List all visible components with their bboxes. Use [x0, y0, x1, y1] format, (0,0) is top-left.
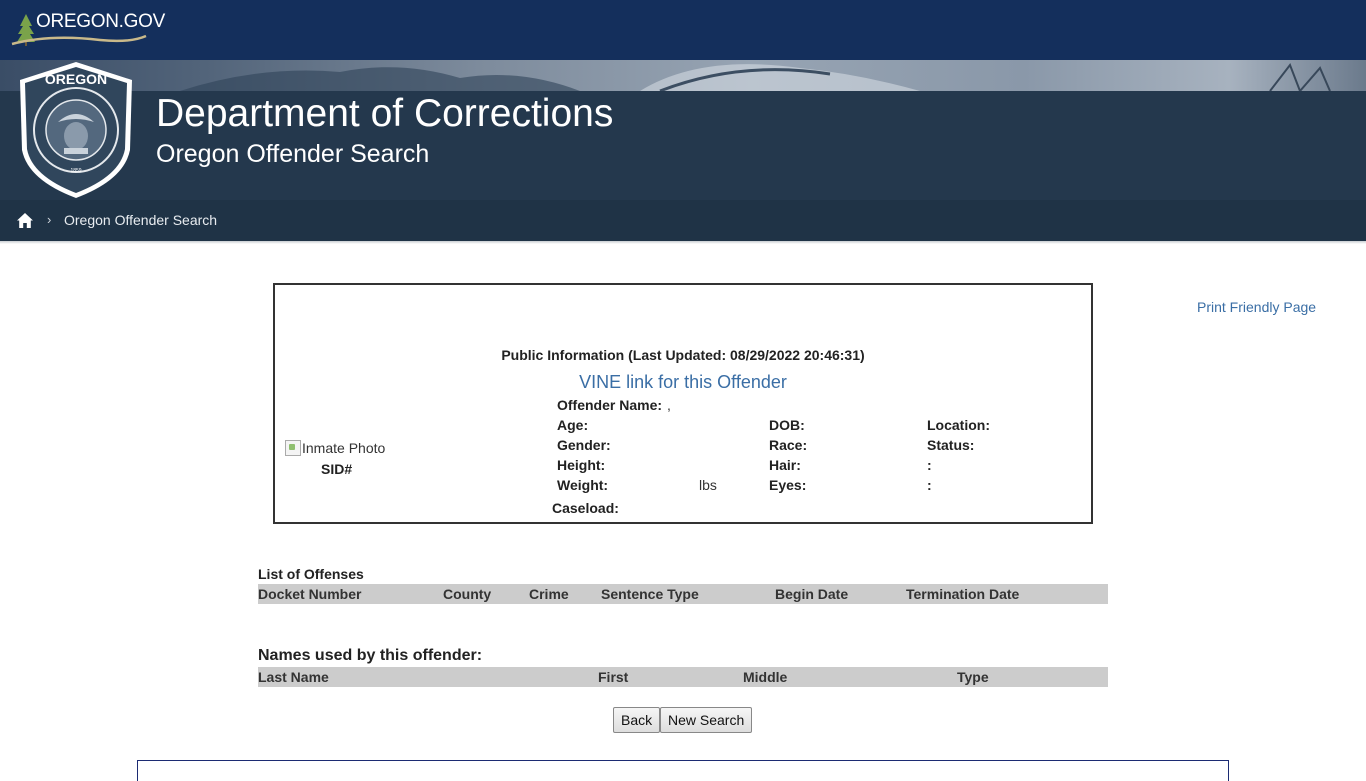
names-col-type: Type: [957, 669, 989, 685]
offenses-col-termination-date: Termination Date: [906, 586, 1020, 602]
race-label: Race:: [769, 437, 808, 453]
weight-unit: lbs: [699, 477, 717, 493]
top-bar: [0, 0, 1366, 60]
offenses-col-crime: Crime: [529, 586, 569, 602]
names-col-first: First: [598, 669, 629, 685]
height-label: Height:: [557, 457, 606, 473]
offender-info-box: [273, 283, 1093, 524]
home-icon[interactable]: [16, 212, 34, 229]
names-table-header: [258, 667, 1108, 687]
offenses-col-docket: Docket Number: [258, 586, 362, 602]
logo-text: OREGON.GOV: [36, 11, 165, 32]
breadcrumb-shadow: [0, 241, 1366, 244]
inmate-photo-alt: Inmate Photo: [302, 440, 386, 456]
weight-label: Weight:: [557, 477, 609, 493]
back-button[interactable]: Back: [613, 707, 660, 733]
page-title: Department of Corrections: [156, 92, 614, 135]
offenses-col-begin-date: Begin Date: [775, 586, 849, 602]
breadcrumb-current[interactable]: Oregon Offender Search: [64, 212, 218, 228]
print-friendly-link[interactable]: Print Friendly Page: [1197, 299, 1317, 315]
new-search-button[interactable]: New Search: [660, 707, 752, 733]
oregon-gov-logo[interactable]: [10, 10, 165, 50]
names-col-middle: Middle: [743, 669, 788, 685]
sid-label: SID#: [321, 461, 353, 477]
names-col-last: Last Name: [258, 669, 329, 685]
offenses-title: List of Offenses: [258, 566, 364, 582]
seal-top-text: OREGON: [44, 71, 108, 87]
footer-box: [137, 760, 1229, 781]
hair-label: Hair:: [769, 457, 801, 473]
eyes-label: Eyes:: [769, 477, 807, 493]
empty-label-1: :: [927, 457, 932, 473]
inmate-photo: [285, 440, 385, 456]
public-info-heading: Public Information (Last Updated: 08/29/2022 20:46:31): [501, 347, 865, 363]
breadcrumb: [0, 200, 1366, 241]
status-label: Status:: [927, 437, 975, 453]
dob-label: DOB:: [769, 417, 805, 433]
location-label: Location:: [927, 417, 990, 433]
breadcrumb-separator: ›: [47, 212, 52, 227]
offender-name-value: ,: [667, 397, 671, 413]
age-label: Age:: [557, 417, 589, 433]
banner-photo: [0, 60, 1366, 91]
names-title: Names used by this offender:: [258, 647, 483, 664]
vine-link[interactable]: VINE link for this Offender: [579, 372, 787, 392]
empty-label-2: :: [927, 477, 932, 493]
offenses-table-header: [258, 584, 1108, 604]
offender-name-label: Offender Name:: [557, 397, 663, 413]
seal-year: 1859: [70, 168, 82, 174]
header-banner: [0, 60, 1366, 200]
page-subtitle: Oregon Offender Search: [156, 140, 430, 168]
broken-image-icon: [285, 440, 301, 456]
offenses-col-county: County: [443, 586, 492, 602]
offenses-col-sentence-type: Sentence Type: [601, 586, 699, 602]
gender-label: Gender:: [557, 437, 611, 453]
doc-seal-logo: [14, 60, 138, 200]
caseload-label: Caseload:: [552, 500, 619, 516]
